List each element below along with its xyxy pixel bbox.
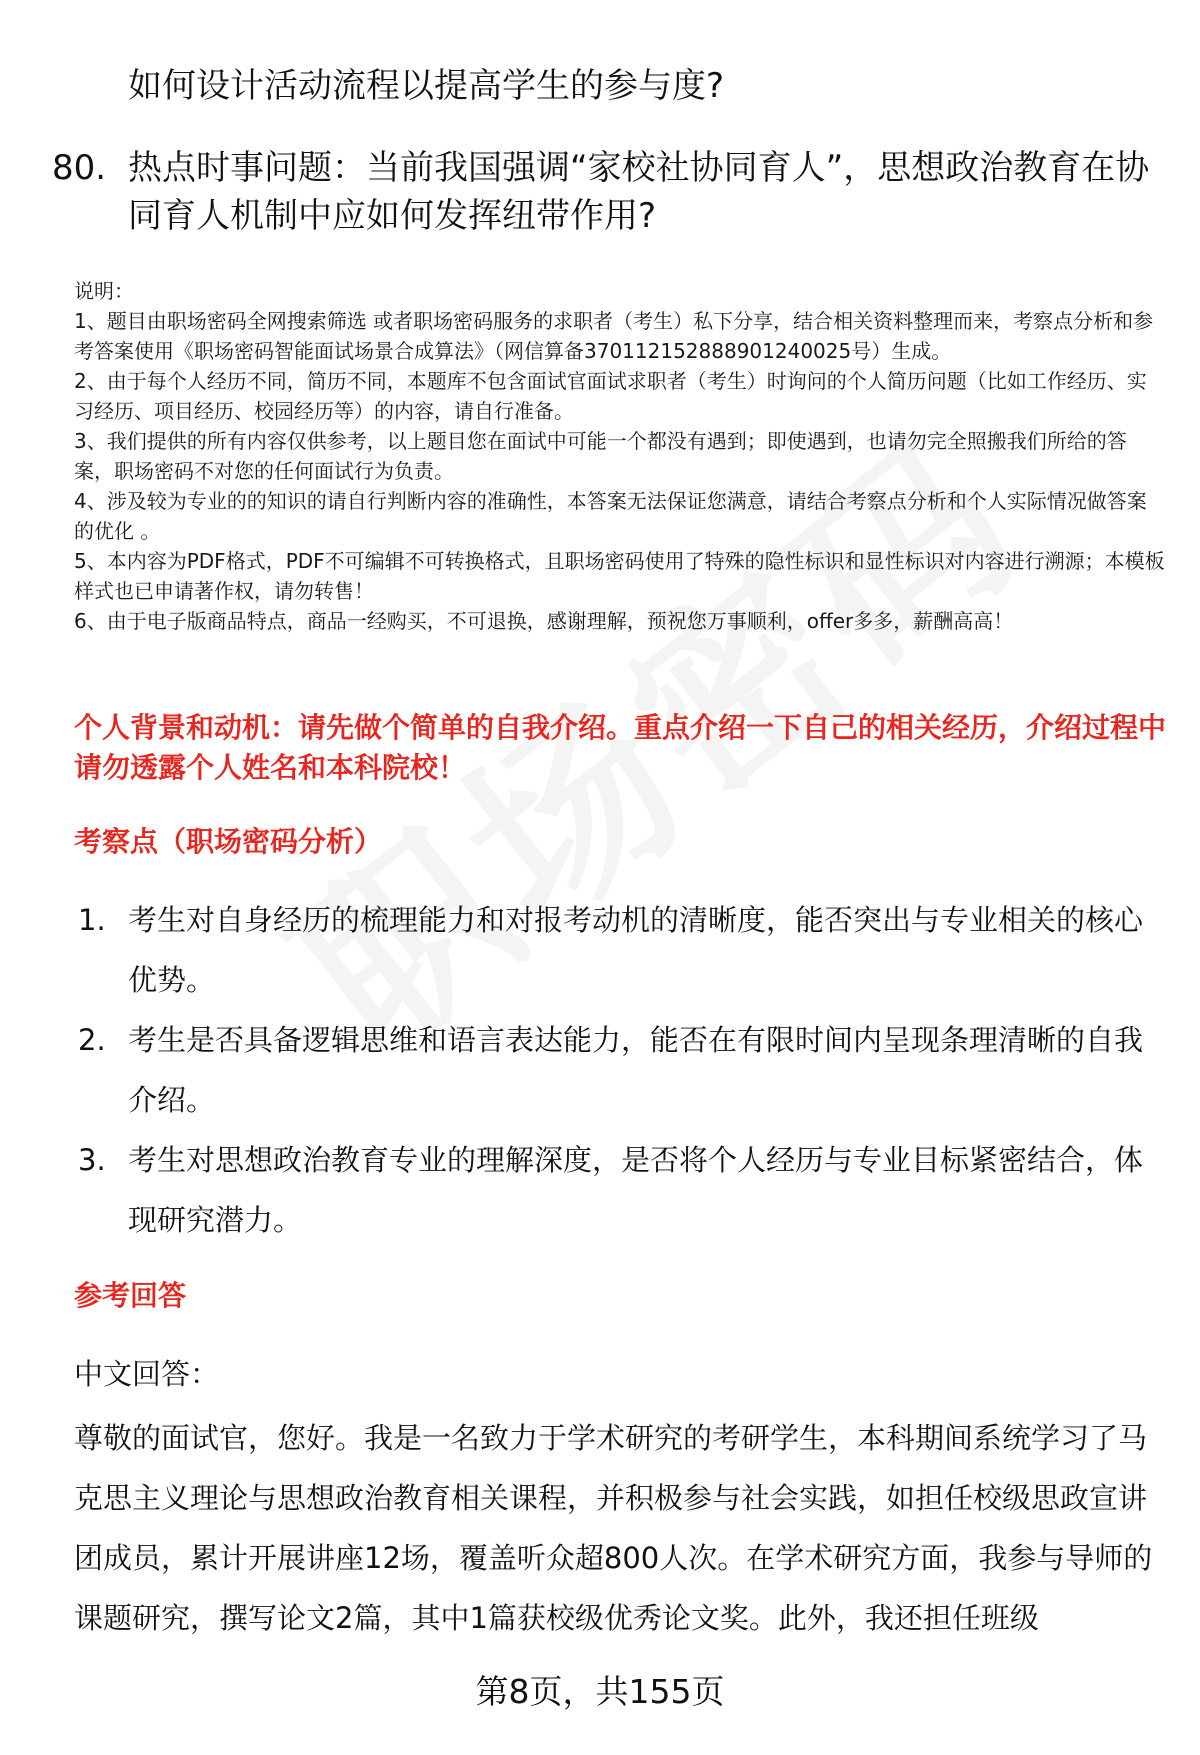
question-79-continuation: 如何设计活动流程以提高学生的参与度?	[128, 66, 725, 106]
notes-title: 说明：	[74, 279, 134, 303]
note-item: 1、题目由职场密码全网搜索筛选 或者职场密码服务的求职者（考生）私下分享，结合相关资料整理而来，考察点分析和参考答案使用《职场密码智能面试场景合成算法》（网信算备370112152888901240025号）生成。	[74, 309, 1154, 363]
question-text: 热点时事问题：当前我国强调“家校社协同育人”，思想政治教育在协同育人机制中应如何发挥纽带作用?	[128, 148, 1150, 236]
list-item	[78, 890, 1168, 1010]
list-item-number: 3.	[78, 1143, 106, 1177]
note-item: 5、本内容为PDF格式，PDF不可编辑不可转换格式，且职场密码使用了特殊的隐性标识和显性标识对内容进行溯源；本模板样式也已申请著作权，请勿转售！	[74, 549, 1165, 603]
list-item	[78, 1010, 1168, 1130]
answer-label: 中文回答：	[74, 1357, 220, 1391]
note-item: 2、由于每个人经历不同，简历不同，本题库不包含面试官面试求职者（考生）时询问的个人简历问题（比如工作经历、实习经历、项目经历、校园经历等）的内容，请自行准备。	[74, 369, 1147, 423]
list-item-text: 考生对思想政治教育专业的理解深度，是否将个人经历与专业目标紧密结合，体现研究潜力。	[128, 1143, 1144, 1237]
question-80	[52, 144, 1162, 240]
answer-body: 尊敬的面试官，您好。我是一名致力于学术研究的考研学生，本科期间系统学习了马克思主义理论与思想政治教育相关课程，并积极参与社会实践，如担任校级思政宣讲团成员，累计开展讲座12场，覆盖听众超800人次。在学术研究方面，我参与导师的课题研究，撰写论文2篇，其中1篇获校级优秀论文奖。此外，我还担任班级	[74, 1421, 1153, 1635]
list-item-text: 考生对自身经历的梳理能力和对报考动机的清晰度，能否突出与专业相关的核心优势。	[128, 903, 1144, 997]
background-heading: 个人背景和动机：请先做个简单的自我介绍。重点介绍一下自己的相关经历，介绍过程中请勿透露个人姓名和本科院校！	[74, 711, 1167, 784]
page-number: 第8页，共155页	[475, 1672, 725, 1711]
note-item: 3、我们提供的所有内容仅供参考，以上题目您在面试中可能一个都没有遇到；即使遇到，也请勿完全照搬我们所给的答案，职场密码不对您的任何面试行为负责。	[74, 429, 1127, 483]
notes-section	[74, 276, 1166, 636]
exam-points-list	[78, 890, 1168, 1250]
question-number: 80.	[52, 148, 107, 188]
reference-heading: 参考回答	[74, 1279, 187, 1312]
note-item: 4、涉及较为专业的的知识的请自行判断内容的准确性，本答案无法保证您满意，请结合考察点分析和个人实际情况做答案的优化 。	[74, 489, 1147, 543]
note-item: 6、由于电子版商品特点，商品一经购买，不可退换，感谢理解，预祝您万事顺利，offer多多，薪酬高高！	[74, 609, 1014, 633]
list-item	[78, 1130, 1168, 1250]
list-item-number: 1.	[78, 903, 106, 937]
list-item-text: 考生是否具备逻辑思维和语言表达能力，能否在有限时间内呈现条理清晰的自我介绍。	[128, 1023, 1144, 1117]
list-item-number: 2.	[78, 1023, 106, 1057]
exam-points-heading: 考察点（职场密码分析）	[74, 825, 383, 858]
